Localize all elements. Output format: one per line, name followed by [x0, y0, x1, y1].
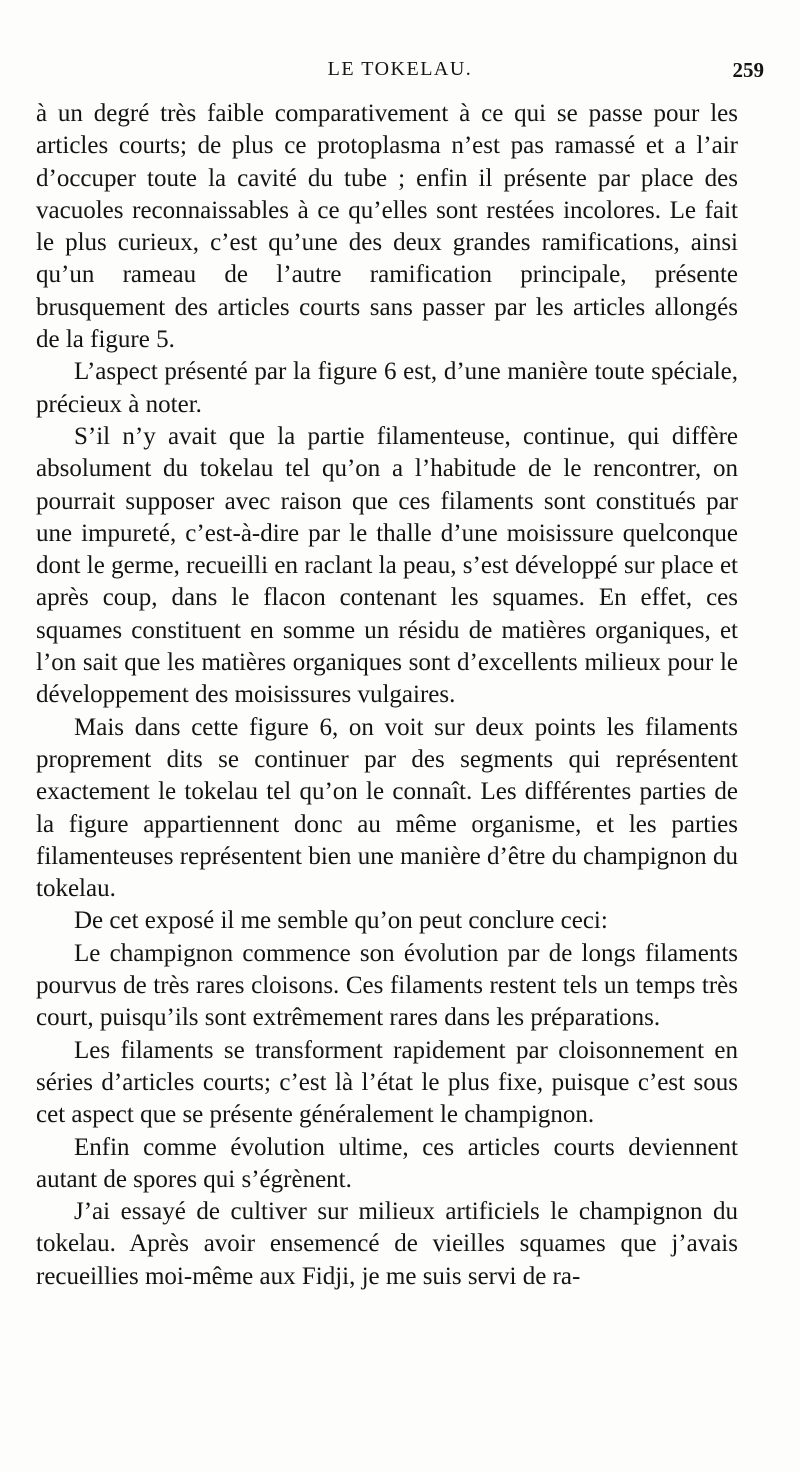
paragraph: L’aspect présenté par la figure 6 est, d’une manière toute spéciale, précieux à noter. — [36, 358, 738, 418]
paragraph-continued: à un degré très faible comparativement à ce qui se passe pour les articles courts; de plus ce protoplasma n’est pas ramassé et a l’air d’occuper toute la cavité du tube ; enfin il présente par place des vacuoles reconnaissables à ce qu’elles sont restées incolores. Le fait le plus curieux, c’est qu’une des deux grandes ramifications, ainsi qu’un rameau de l’autre ramification principale, présente brusquement des articles courts sans passer par les articles allongés de la figure 5. — [36, 100, 738, 354]
paragraph: Mais dans cette figure 6, on voit sur deux points les filaments proprement dits se continuer par des segments qui représentent exactement le tokelau tel qu’on le connaît. Les différentes parties de la figure appartiennent donc au même organisme, et les parties filamenteuses représentent bien une manière d’être du champignon du tokelau. — [36, 713, 738, 903]
running-head — [36, 58, 764, 86]
running-title: LE TOKELAU. — [327, 58, 473, 80]
paragraph: S’il n’y avait que la partie filamenteuse, continue, qui diffère absolument du tokelau tel qu’on a l’habitude de le rencontrer, on pourrait supposer avec raison que ces filaments sont constitués par une impureté, c’est-à-dire par le thalle d’une moisissure quelconque dont le germe, recueilli en raclant la peau, s’est développé sur place et après coup, dans le flacon contenant les squames. En effet, ces squames constituent en somme un résidu de matières organiques, et l’on sait que les matières organiques sont d’excellents milieux pour le développement des moisissures vulgaires. — [36, 422, 738, 709]
paragraph: De cet exposé il me semble qu’on peut conclure ceci: — [74, 907, 608, 935]
text-body — [36, 98, 738, 1293]
paragraph: Le champignon commence son évolution par de longs filaments pourvus de très rares cloisons. Ces filaments restent tels un temps très court, puisqu’ils sont extrêmement rares dans les préparations. — [36, 939, 738, 1032]
paragraph: Enfin comme évolution ultime, ces articles courts deviennent autant de spores qui s’égrènent. — [36, 1133, 738, 1193]
paragraph: J’ai essayé de cultiver sur milieux artificiels le champignon du tokelau. Après avoir ensemencé de vieilles squames que j’avais recueillies moi-même aux Fidji, je me suis servi de ra- — [36, 1198, 738, 1290]
page-number: 259 — [732, 58, 764, 82]
paragraph: Les filaments se transforment rapidement par cloisonnement en séries d’articles courts; c’est là l’état le plus fixe, puisque c’est sous cet aspect que se présente généralement le champignon. — [36, 1036, 738, 1129]
